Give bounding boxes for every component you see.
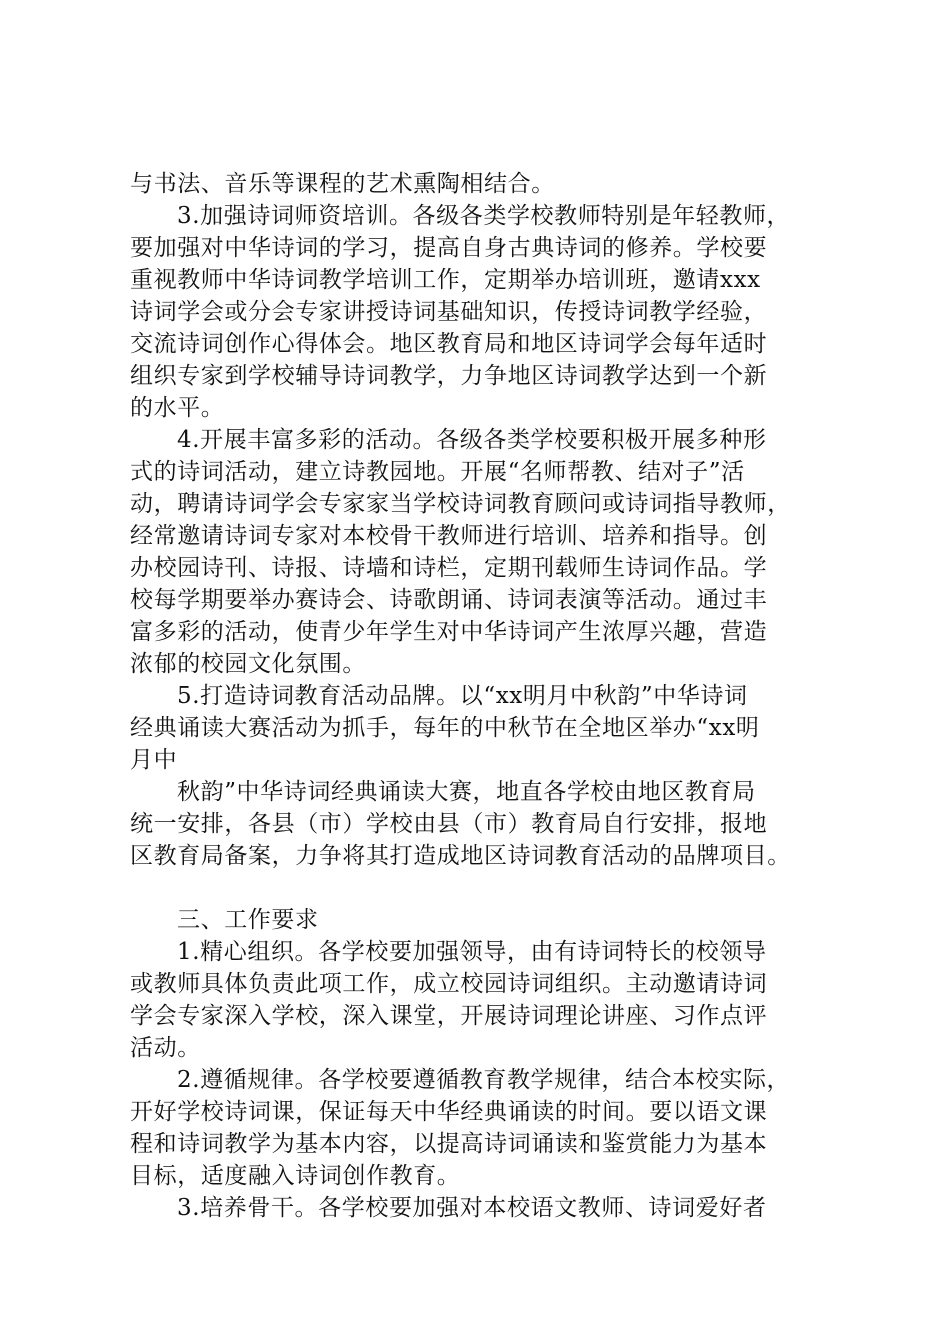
text-line: 诗词学会或分会专家讲授诗词基础知识，传授诗词教学经验， — [130, 299, 768, 325]
text-line: 学会专家深入学校，深入课堂，开展诗词理论讲座、习作点评 — [130, 1003, 768, 1029]
paragraph-item5 — [130, 680, 850, 872]
text-line: 三、工作要求 — [177, 907, 319, 933]
paragraph-item4 — [130, 424, 850, 680]
text-line: 或教师具体负责此项工作，成立校园诗词组织。主动邀请诗词 — [130, 971, 768, 997]
text-line: 经典诵读大赛活动为抓手，每年的中秋节在全地区举办“xx明 — [130, 715, 760, 741]
text-line: 月中 — [130, 747, 178, 773]
text-line: 的水平。 — [130, 395, 225, 421]
paragraph-intro — [130, 168, 850, 200]
text-line: 3.加强诗词师资培训。各级各类学校教师特别是年轻教师， — [177, 203, 791, 229]
text-line: 式的诗词活动，建立诗教园地。开展“名师帮教、结对子”活 — [130, 459, 745, 485]
text-line: 交流诗词创作心得体会。地区教育局和地区诗词学会每年适时 — [130, 331, 768, 357]
text-line: 1.精心组织。各学校要加强领导，由有诗词特长的校领导 — [177, 939, 767, 965]
text-line: 办校园诗刊、诗报、诗墙和诗栏，定期刊载师生诗词作品。学 — [130, 555, 768, 581]
text-line: 要加强对中华诗词的学习，提高自身古典诗词的修养。学校要 — [130, 235, 768, 261]
paragraph-spacer — [130, 872, 850, 904]
text-line: 经常邀请诗词专家对本校骨干教师进行培训、培养和指导。创 — [130, 523, 768, 549]
text-line: 重视教师中华诗词教学培训工作，定期举办培训班，邀请xxx — [130, 267, 761, 293]
text-line: 浓郁的校园文化氛围。 — [130, 651, 366, 677]
text-line: 2.遵循规律。各学校要遵循教育教学规律，结合本校实际， — [177, 1067, 791, 1093]
section-heading — [130, 904, 850, 936]
text-line: 3.培养骨干。各学校要加强对本校语文教师、诗词爱好者 — [177, 1195, 767, 1221]
text-line: 统一安排，各县（市）学校由县（市）教育局自行安排，报地 — [130, 811, 768, 837]
document-body — [130, 168, 850, 1224]
paragraph-req2 — [130, 1064, 850, 1192]
text-line: 富多彩的活动，使青少年学生对中华诗词产生浓厚兴趣，营造 — [130, 619, 768, 645]
text-line: 目标，适度融入诗词创作教育。 — [130, 1163, 461, 1189]
text-line: 5.打造诗词教育活动品牌。以“xx明月中秋韵”中华诗词 — [177, 683, 748, 709]
text-line: 秋韵”中华诗词经典诵读大赛，地直各学校由地区教育局 — [177, 779, 756, 805]
text-line: 动，聘请诗词学会专家家当学校诗词教育顾问或诗词指导教师， — [130, 491, 791, 517]
paragraph-item3 — [130, 200, 850, 424]
text-line: 活动。 — [130, 1035, 201, 1061]
text-line: 开好学校诗词课，保证每天中华经典诵读的时间。要以语文课 — [130, 1099, 768, 1125]
text-line: 组织专家到学校辅导诗词教学，力争地区诗词教学达到一个新 — [130, 363, 768, 389]
text-line: 与书法、音乐等课程的艺术熏陶相结合。 — [130, 171, 555, 197]
paragraph-req1 — [130, 936, 850, 1064]
text-line: 程和诗词教学为基本内容，以提高诗词诵读和鉴赏能力为基本 — [130, 1131, 768, 1157]
paragraph-req3 — [130, 1192, 850, 1224]
text-line: 区教育局备案，力争将其打造成地区诗词教育活动的品牌项目。 — [130, 843, 791, 869]
text-line: 4.开展丰富多彩的活动。各级各类学校要积极开展多种形 — [177, 427, 767, 453]
text-line: 校每学期要举办赛诗会、诗歌朗诵、诗词表演等活动。通过丰 — [130, 587, 768, 613]
